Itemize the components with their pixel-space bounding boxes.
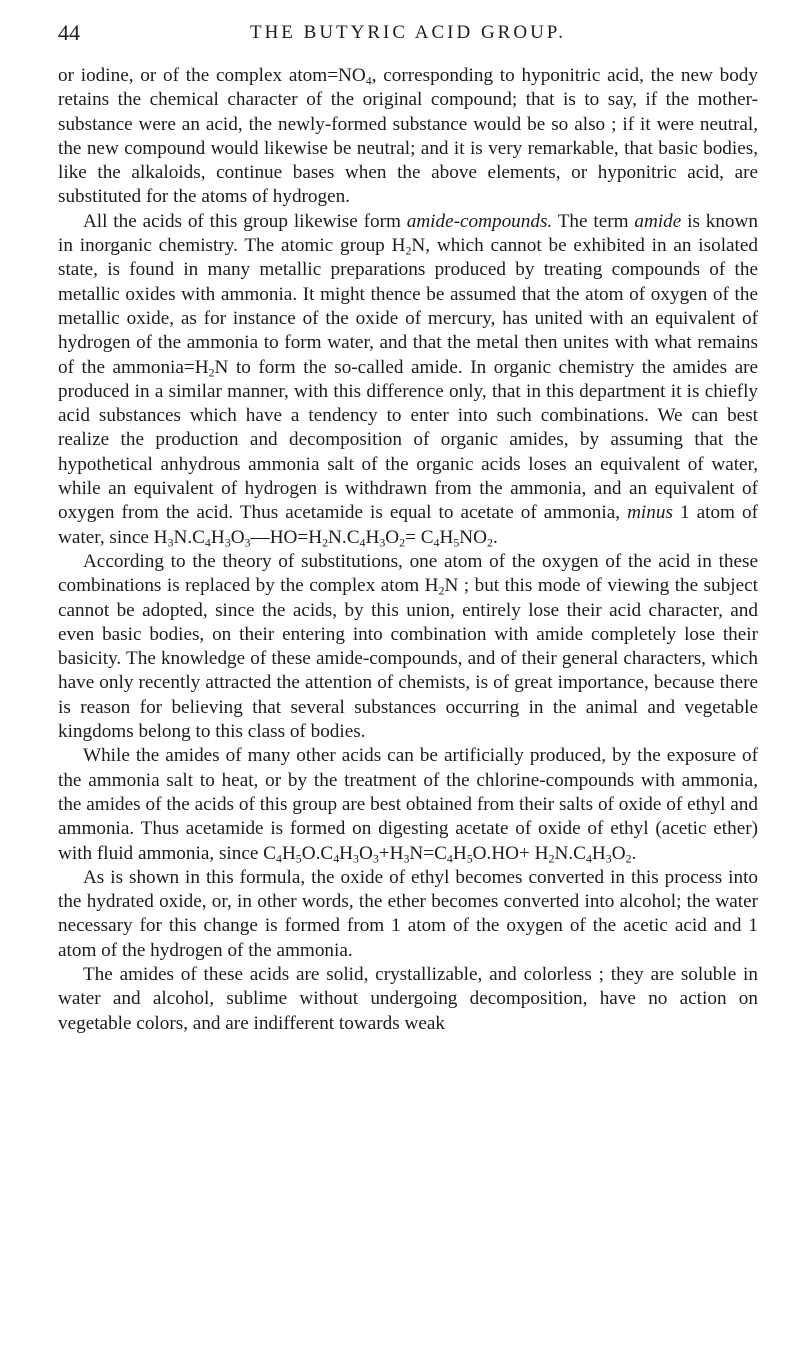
subscript: 4 (359, 535, 366, 550)
subscript: 4 (275, 851, 282, 866)
italic-term: amide-compounds. (406, 210, 553, 232)
italic-term: minus (627, 502, 673, 524)
subscript: 3 (605, 851, 612, 866)
paragraph-p4: While the amides of many other acids can be artificially produced, by the exposure of the ammonia salt to heat, or by the treatment of the chlorine-compounds with ammonia, the amides of the acids of this group are best obtained from their salts of oxide of ethyl and ammonia. Thus acetamide is formed on digesting acetate of oxide of ethyl (acetic ether) with fluid ammonia, since $C_4H_5O.C_4H_3O_3+H_3N=C_4H_5O.HO+ H_2N.C_4H_3O_2$. (58, 745, 758, 866)
subscript: 4 (333, 851, 340, 866)
subscript: 2 (405, 243, 412, 258)
running-title: THE BUTYRIC ACID GROUP. (249, 22, 567, 43)
subscript: 2 (487, 535, 493, 550)
subscript: 2 (399, 535, 406, 550)
subscript: 2 (438, 583, 445, 598)
subscript: 5 (453, 535, 460, 550)
subscript: 3 (403, 851, 410, 866)
subscript: 3 (353, 851, 359, 866)
body-text (58, 64, 758, 1036)
subscript: 3 (224, 535, 231, 550)
chemical-formula: $C_4H_5O.C_4H_3O_3+H_3N=C_4H_5O.HO+$ (263, 842, 530, 866)
paragraph-p1: or iodine, or of the complex $atom=NO_4$, corresponding to hyponitric acid, the new body retains the chemical character of the original compound; that is to say, if the mother-substance were an acid, the newly-formed substance would be so also ; if it were neutral, the new compound would likewise be neutral; and it is very remarkable, that basic bodies, like the alkaloids, continue bases when the above elements, or hyponitric acid, are substituted for the atoms of hydrogen. (58, 65, 758, 208)
subscript: 4 (433, 535, 440, 550)
subscript: 3 (244, 535, 251, 550)
subscript: 3 (167, 535, 174, 550)
page-number: 44 (58, 20, 80, 45)
subscript: 5 (295, 851, 302, 866)
paragraph-p6: The amides of these acids are solid, crystallizable, and colorless ; they are soluble in water and alcohol, sublime without undergoing decomposition, have no action on vegetable colors, and are indifferent towards weak (58, 963, 758, 1034)
subscript: 4 (365, 73, 372, 88)
paragraph-p2: All the acids of this group likewise form amide-compounds. The term amide is known in inorganic chemistry. The atomic group $H_2N$, which cannot be exhibited in an isolated state, is found in many metallic preparations produced by treating compounds of the metallic oxides with ammonia. It might thence be assumed that the atom of oxygen of the metallic oxide, as for instance of the oxide of mercury, has united with an equivalent of hydrogen of the ammonia to form water, and that the metal then unites with what remains of the $ammonia=H_2N$ to form the so-called amide. In organic chemistry the amides are produced in a similar manner, with this difference only, that in this department it is chiefly acid substances which have a tendency to enter into such combinations. We can best realize the production and decomposition of organic amides, by assuming that the hypothetical anhydrous ammonia salt of the organic acids loses an equivalent of water, while an equivalent of hydrogen is withdrawn from the ammonia, and an equivalent of oxygen from the acid. Thus acetamide is equal to acetate of ammonia, minus 1 atom of water, since $H_3N.C_4H_3O_3—HO=H_2N.C_4H_3O_2= C_4H_5NO_2$. (58, 210, 758, 550)
subscript: 5 (466, 851, 473, 866)
paragraph-p5: As is shown in this formula, the oxide of ethyl becomes converted in this process into the hydrated oxide, or, in other words, the ether becomes converted into alcohol; the water necessary for this change is formed from 1 atom of the oxygen of the acetic acid and 1 atom of the hydrogen of the ammonia. (58, 866, 758, 961)
paragraph-p3: According to the theory of substitutions, one atom of the oxygen of the acid in these combinations is replaced by the complex atom $H_2N$ ; but this mode of viewing the subject cannot be adopted, since the acids, by this union, entirely lose their acid character, and even basic bodies, on their entering into combination with amide completely lose their basicity. The knowledge of these amide-compounds, and of their general characters, which have only recently attracted the attention of chemists, is of great importance, because there is reason for believing that several substances occurring in the animal and vegetable kingdoms belong to this class of bodies. (58, 550, 758, 743)
subscript: 4 (204, 535, 211, 550)
subscript: 2 (208, 365, 215, 380)
subscript: 2 (548, 851, 555, 866)
subscript: 3 (372, 851, 379, 866)
subscript: 4 (446, 851, 453, 866)
chemical-formula: $C_4H_5NO_2$. (420, 526, 498, 550)
chemical-formula: $H_2N.C_4H_3O_2$. (534, 842, 637, 866)
subscript: 2 (322, 535, 329, 550)
subscript: 2 (625, 851, 632, 866)
italic-term: amide (634, 210, 682, 232)
page-header (58, 20, 758, 50)
chemical-formula: $H_3N.C_4H_3O_3—HO=H_2N.C_4H_3O_2=$ (153, 526, 416, 550)
subscript: 4 (585, 851, 592, 866)
subscript: 3 (379, 535, 386, 550)
